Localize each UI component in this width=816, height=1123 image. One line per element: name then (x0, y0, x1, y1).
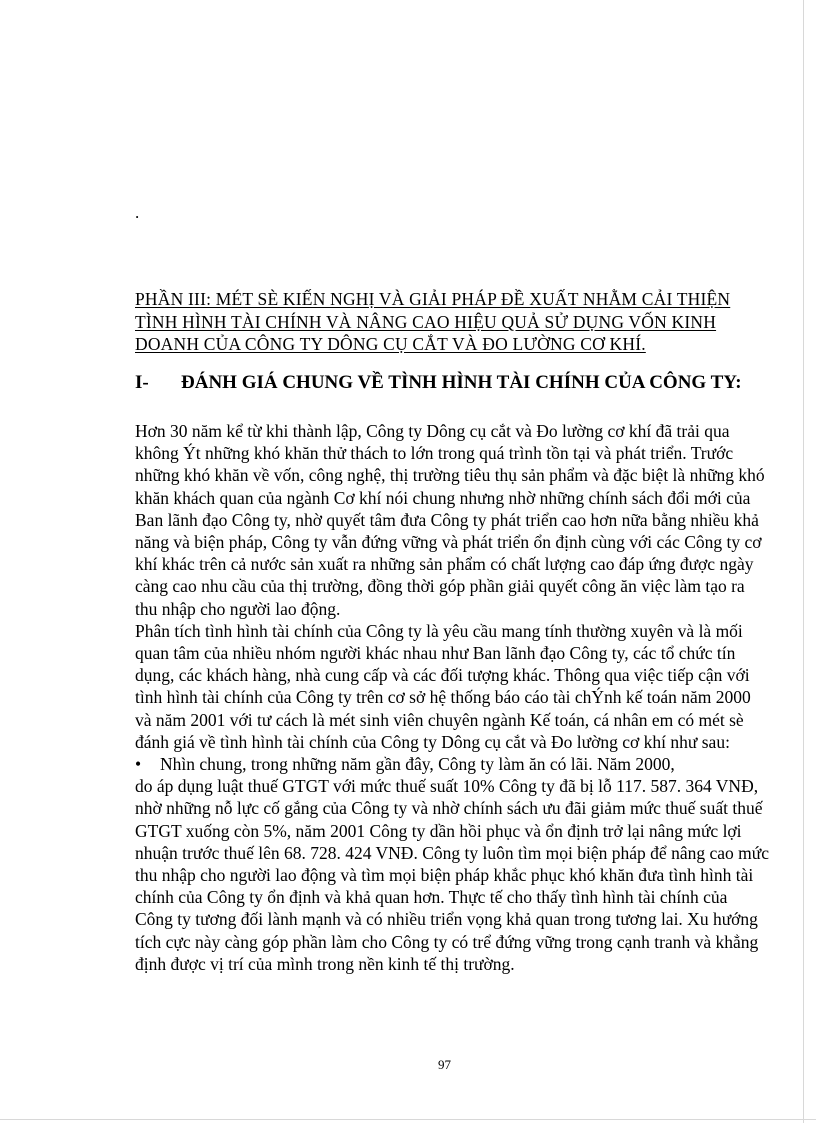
section-heading (135, 372, 775, 394)
body-text (135, 420, 769, 975)
bullet-continuation: do áp dụng luật thuế GTGT với mức thuế suất 10% Công ty đã bị lỗ 117. 587. 364 VNĐ, nhờ những nỗ lực cố gắng của Công ty và nhờ chính sách ưu đãi giảm mức thuế suất thuế GTGT xuống còn 5%, năm 2001 Công ty dần hồi phục và ổn định trở lại nâng mức lợi nhuận trước thuế lên 68. 728. 424 VNĐ. Công ty luôn tìm mọi biện pháp để nâng cao mức thu nhập cho người lao động và tìm mọi biện pháp khắc phục khó khăn đưa tình hình tài chính của Công ty ổn định và khả quan hơn. Thực tế cho thấy tình hình tài chính của Công ty tương đối lành mạnh và có nhiều triển vọng khả quan trong tương lai. Xu hướng tích cực này càng góp phần làm cho Công ty có trể đứng vững trong cạnh tranh và khẳng định được vị trí của mình trong nền kinh tế thị trường. (135, 776, 769, 974)
bullet-first-line: Nhìn chung, trong những năm gần đây, Công ty làm ăn có lãi. Năm 2000, (160, 754, 675, 775)
bullet-icon: • (135, 754, 142, 775)
bullet-item (135, 753, 769, 775)
page-number: 97 (438, 1057, 451, 1072)
page-edge-bottom (0, 1119, 816, 1120)
section-number: I- (135, 372, 149, 393)
page-edge-right (803, 0, 804, 1123)
page-marker: . (135, 203, 140, 222)
section-title: ĐÁNH GIÁ CHUNG VỀ TÌNH HÌNH TÀI CHÍNH CỦA CÔNG TY: (181, 372, 742, 393)
part-heading: PHẦN III: MÉT SÈ KIẾN NGHỊ VÀ GIẢI PHÁP ĐỀ XUẤT NHẰM CẢI THIỆN TÌNH HÌNH TÀI CHÍNH VÀ NÂNG CAO HIỆU QUẢ SỬ DỤNG VỐN KINH DOANH CỦA CÔNG TY DÔNG CỤ CẮT VÀ ĐO LƯỜNG CƠ KHÍ. (135, 289, 731, 354)
paragraph-analysis: Phân tích tình hình tài chính của Công ty là yêu cầu mang tính thường xuyên và là mối quan tâm của nhiều nhóm người khác nhau như Ban lãnh đạo Công ty, các tổ chức tín dụng, các khách hàng, nhà cung cấp và các đối tượng khác. Thông qua việc tiếp cận với tình hình tài chính của Công ty trên cơ sở hệ thống báo cáo tài chÝnh kế toán năm 2000 và năm 2001 với tư cách là mét sinh viên chuyên ngành Kế toán, cá nhân em có mét sè đánh giá về tình hình tài chính của Công ty Dông cụ cắt và Đo lường cơ khí như sau: (135, 620, 751, 752)
paragraph-intro: Hơn 30 năm kể từ khi thành lập, Công ty Dông cụ cắt và Đo lường cơ khí đã trải qua không Ýt những khó khăn thử thách to lớn trong quá trình tồn tại và phát triển. Trước những khó khăn về vốn, công nghệ, thị trường tiêu thụ sản phẩm và đặc biệt là những khó khăn khách quan của ngành Cơ khí nói chung nhưng nhờ những chính sách đổi mới của Ban lãnh đạo Công ty, nhờ quyết tâm đưa Công ty phát triển cao hơn nữa bằng nhiều khả năng và biện pháp, Công ty vẫn đứng vững và phát triển ổn định cùng với các Công ty cơ khí khác trên cả nước sản xuất ra những sản phẩm có chất lượng cao đáp ứng được ngày càng cao nhu cầu của thị trường, đồng thời góp phần giải quyết công ăn việc làm tạo ra thu nhập cho người lao động. (135, 421, 765, 619)
